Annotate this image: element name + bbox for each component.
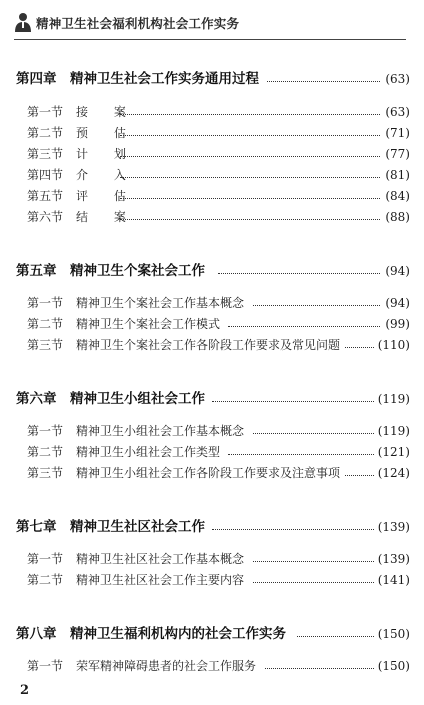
section-title: 评 估 [76, 189, 137, 203]
dot-leader [120, 156, 380, 157]
section-entry[interactable] [0, 549, 424, 569]
chapter-5-entry[interactable] [0, 261, 424, 281]
section-entry[interactable] [0, 102, 424, 122]
section-number: 第三节 [27, 147, 64, 161]
chapter-6-entry[interactable] [0, 389, 424, 409]
header-rule [14, 39, 406, 40]
page-ref: (139) [377, 552, 410, 566]
page-number: 2 [20, 683, 30, 698]
page-ref: (81) [385, 168, 410, 182]
chapter-number: 第四章 [16, 71, 57, 87]
section-title: 精神卫生小组社会工作基本概念 [76, 424, 245, 438]
chapter-4-entry[interactable] [0, 69, 424, 89]
header-title: 精神卫生社会福利机构社会工作实务 [36, 16, 240, 31]
page-ref: (63) [385, 72, 410, 86]
dot-leader [253, 305, 380, 306]
page-ref: (141) [377, 573, 410, 587]
section-number: 第一节 [27, 552, 64, 566]
page-ref: (150) [377, 627, 410, 641]
section-title: 精神卫生小组社会工作各阶段工作要求及注意事项 [76, 466, 341, 480]
chapter-title: 精神卫生社区社会工作 [70, 519, 205, 535]
page-ref: (139) [377, 520, 410, 534]
section-entry[interactable] [0, 123, 424, 143]
page-ref: (71) [385, 126, 410, 140]
section-title: 计 划 [76, 147, 137, 161]
section-number: 第二节 [27, 317, 64, 331]
section-title: 精神卫生个案社会工作基本概念 [76, 296, 245, 310]
page-ref: (94) [385, 264, 410, 278]
chapter-number: 第六章 [16, 391, 57, 407]
section-title: 精神卫生社区社会工作主要内容 [76, 573, 245, 587]
page-ref: (94) [385, 296, 410, 310]
page-ref: (124) [377, 466, 410, 480]
page-ref: (119) [377, 392, 410, 406]
page-ref: (84) [385, 189, 410, 203]
dot-leader [267, 81, 380, 82]
section-entry[interactable] [0, 463, 424, 483]
section-title: 精神卫生个案社会工作模式 [76, 317, 221, 331]
section-entry[interactable] [0, 656, 424, 676]
dot-leader [120, 114, 380, 115]
dot-leader [265, 668, 374, 669]
section-title: 荣军精神障碍患者的社会工作服务 [76, 659, 257, 673]
section-number: 第二节 [27, 573, 64, 587]
dot-leader [120, 198, 380, 199]
person-icon [14, 12, 32, 32]
page-ref: (121) [377, 445, 410, 459]
section-entry[interactable] [0, 335, 424, 355]
chapter-title: 精神卫生福利机构内的社会工作实务 [70, 626, 286, 642]
section-number: 第二节 [27, 445, 64, 459]
page-ref: (110) [377, 338, 410, 352]
section-number: 第一节 [27, 424, 64, 438]
section-number: 第一节 [27, 296, 64, 310]
dot-leader [345, 475, 374, 476]
section-number: 第六节 [27, 210, 64, 224]
section-number: 第二节 [27, 126, 64, 140]
dot-leader [228, 326, 380, 327]
page-ref: (119) [377, 424, 410, 438]
section-title: 精神卫生个案社会工作各阶段工作要求及常见问题 [76, 338, 341, 352]
dot-leader [218, 273, 380, 274]
section-title: 精神卫生社区社会工作基本概念 [76, 552, 245, 566]
dot-leader [228, 454, 374, 455]
section-entry[interactable] [0, 314, 424, 334]
chapter-7-entry[interactable] [0, 517, 424, 537]
section-entry[interactable] [0, 442, 424, 462]
section-number: 第一节 [27, 105, 64, 119]
section-number: 第三节 [27, 466, 64, 480]
section-title: 精神卫生小组社会工作类型 [76, 445, 221, 459]
page-ref: (88) [385, 210, 410, 224]
page-ref: (150) [377, 659, 410, 673]
dot-leader [345, 347, 374, 348]
chapter-title: 精神卫生小组社会工作 [70, 391, 205, 407]
section-number: 第三节 [27, 338, 64, 352]
section-entry[interactable] [0, 293, 424, 313]
section-number: 第四节 [27, 168, 64, 182]
section-number: 第一节 [27, 659, 64, 673]
page-ref: (99) [385, 317, 410, 331]
chapter-title: 精神卫生个案社会工作 [70, 263, 205, 279]
page-ref: (63) [385, 105, 410, 119]
dot-leader [253, 582, 374, 583]
dot-leader [120, 177, 380, 178]
running-header [0, 0, 424, 44]
section-entry[interactable] [0, 165, 424, 185]
section-title: 预 估 [76, 126, 137, 140]
dot-leader [297, 636, 374, 637]
section-entry[interactable] [0, 570, 424, 590]
chapter-number: 第八章 [16, 626, 57, 642]
section-entry[interactable] [0, 186, 424, 206]
dot-leader [212, 401, 374, 402]
chapter-title: 精神卫生社会工作实务通用过程 [70, 71, 259, 87]
section-entry[interactable] [0, 421, 424, 441]
section-entry[interactable] [0, 207, 424, 227]
section-number: 第五节 [27, 189, 64, 203]
dot-leader [253, 433, 374, 434]
dot-leader [212, 529, 374, 530]
section-title: 接 案 [76, 105, 137, 119]
chapter-8-entry[interactable] [0, 624, 424, 644]
page-ref: (77) [385, 147, 410, 161]
chapter-number: 第七章 [16, 519, 57, 535]
section-entry[interactable] [0, 144, 424, 164]
section-title: 介 入 [76, 168, 137, 182]
chapter-number: 第五章 [16, 263, 57, 279]
dot-leader [253, 561, 374, 562]
dot-leader [120, 219, 380, 220]
dot-leader [120, 135, 380, 136]
section-title: 结 案 [76, 210, 137, 224]
